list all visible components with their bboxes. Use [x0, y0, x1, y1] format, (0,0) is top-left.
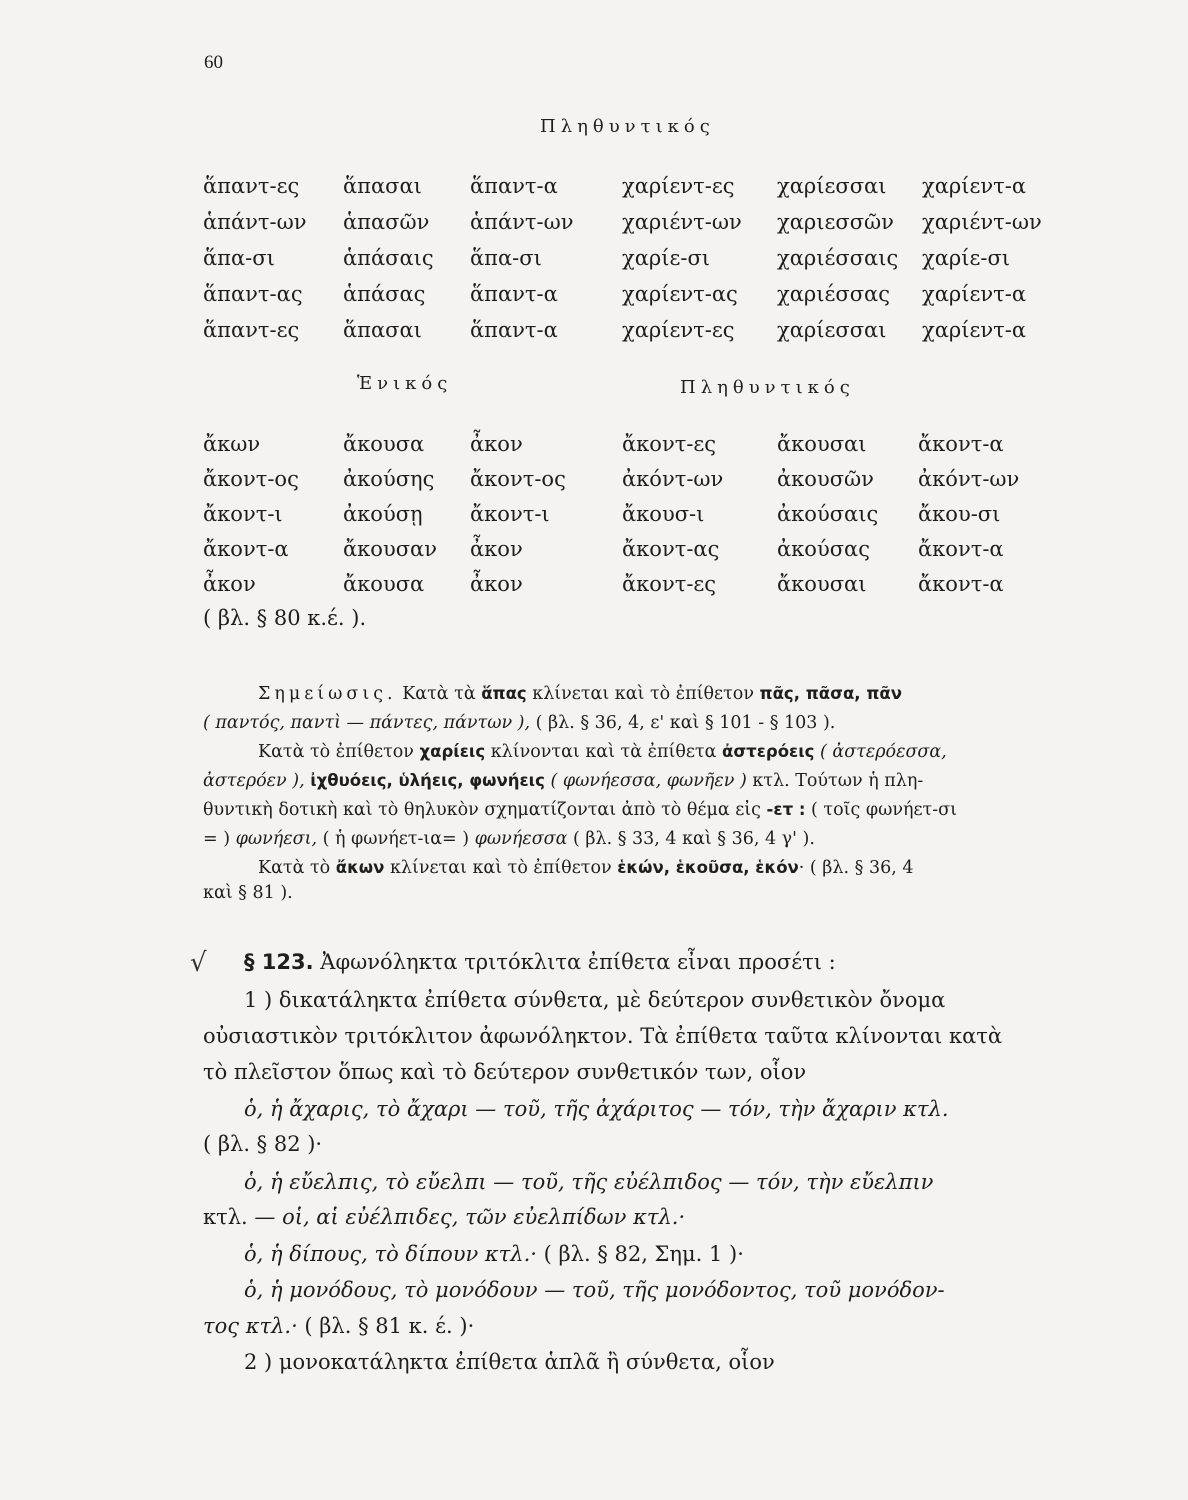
note-line-1: Σημείωσις. Κατὰ τὰ ἅπας κλίνεται καὶ τὸ ἐπίθετον πᾶς, πᾶσα, πᾶν	[258, 684, 902, 704]
table1-cell: χαρίεντ-ες	[622, 318, 735, 342]
table2-cell: ἄκουσα	[343, 572, 425, 596]
note-line-8: καὶ § 81 ).	[203, 883, 293, 903]
table1-cell: ἅπαντ-ες	[203, 318, 300, 342]
table2-cell: ἄκοντ-ι	[470, 502, 550, 526]
table2-cell: ἆκον	[470, 537, 523, 561]
example-line-4b: τος κτλ.· ( βλ. § 81 κ. έ. )·	[203, 1314, 475, 1338]
note-line-5: θυντικὴ δοτικὴ καὶ τὸ θηλυκὸν σχηματίζονται ἀπὸ τὸ θέμα εἰς -ετ : ( τοῖς φωνήετ-σι	[203, 800, 957, 820]
table1-cell: χαριέσσαις	[777, 246, 899, 270]
table1-cell: ἅπαντ-α	[470, 282, 558, 306]
table2-cell: ἀκούσης	[343, 467, 435, 491]
section-line-3: τὸ πλεῖστον ὅπως καὶ τὸ δεύτερον συνθετικόν των, οἷον	[203, 1060, 807, 1084]
table1-cell: ἅπα-σι	[470, 246, 542, 270]
table2-cell: ἄκοντ-α	[918, 537, 1004, 561]
table2-cell: ἄκοντ-ας	[622, 537, 720, 561]
example-line-1: ὁ, ἡ ἄχαρις, τὸ ἄχαρι — τοῦ, τῆς ἀχάριτος — τόν, τὴν ἄχαριν κτλ.	[244, 1097, 949, 1121]
table2-cell: ἀκόντ-ων	[622, 467, 724, 491]
note-line-3: Κατὰ τὸ ἐπίθετον χαρίεις κλίνονται καὶ τὰ ἐπίθετα ἀστερόεις ( ἀστερόεσσα,	[258, 742, 947, 762]
table1-cell: χαριεσσῶν	[777, 210, 894, 234]
table1-cell: ἁπασῶν	[343, 210, 430, 234]
example-line-1b: ( βλ. § 82 )·	[203, 1132, 323, 1156]
section-line-final: 2 ) μονοκατάληκτα ἐπίθετα ἁπλᾶ ἢ σύνθετα, οἷον	[244, 1350, 775, 1374]
table1-cell: χαριέντ-ων	[622, 210, 742, 234]
table2-cell: ἄκων	[203, 432, 261, 456]
note-line-2: ( παντός, παντὶ — πάντες, πάντων ), ( βλ. § 36, 4, ε' καὶ § 101 - § 103 ).	[203, 713, 836, 733]
heading-plural-2: Πληθυντικός	[680, 377, 855, 398]
example-line-2: ὁ, ἡ εὔελπις, τὸ εὔελπι — τοῦ, τῆς εὐέλπιδος — τόν, τὴν εὔελπιν	[244, 1170, 934, 1194]
table2-cell: ἀκόντ-ων	[918, 467, 1020, 491]
table1-cell: ἅπασαι	[343, 174, 422, 198]
table1-cell: ἅπα-σι	[203, 246, 275, 270]
table2-cell: ἄκοντ-ι	[203, 502, 283, 526]
section-line-1: 1 ) δικατάληκτα ἐπίθετα σύνθετα, μὲ δεύτερον συνθετικὸν ὄνομα	[244, 988, 946, 1012]
table2-cell: ἄκοντ-ος	[470, 467, 566, 491]
note-line-4: ἀστερόεν ), ἰχθυόεις, ὑλήεις, φωνήεις ( φωνήεσσα, φωνῆεν ) κτλ. Τούτων ἡ πλη-	[203, 771, 924, 791]
table1-cell: ἁπάσας	[343, 282, 426, 306]
table1-cell: χαρίε-σι	[922, 246, 1011, 270]
note-label: Σημείωσις.	[258, 684, 397, 704]
note-line-7: Κατὰ τὸ ἄκων κλίνεται καὶ τὸ ἐπίθετον ἑκών, ἑκοῦσα, ἑκόν· ( βλ. § 36, 4	[258, 858, 914, 878]
table1-cell: ἅπαντ-ες	[203, 174, 300, 198]
table1-cell: χαρίεντ-ας	[622, 282, 738, 306]
table2-cell: ἀκούσαις	[777, 502, 879, 526]
table1-cell: ἅπασαι	[343, 318, 422, 342]
table2-cell: ἆκον	[470, 432, 523, 456]
table2-cell: ἄκοντ-α	[918, 572, 1004, 596]
table1-cell: ἁπάσαις	[343, 246, 434, 270]
check-mark-icon: √	[190, 948, 207, 978]
table1-cell: χαρίεσσαι	[777, 174, 887, 198]
table2-cell: ἀκουσῶν	[777, 467, 874, 491]
reference-note: ( βλ. § 80 κ.έ. ).	[203, 606, 367, 630]
table1-cell: χαριέσσας	[777, 282, 890, 306]
table1-cell: ἅπαντ-α	[470, 318, 558, 342]
table1-cell: χαριέντ-ων	[922, 210, 1042, 234]
table2-cell: ἄκουσα	[343, 432, 425, 456]
table2-cell: ἆκον	[470, 572, 523, 596]
table2-cell: ἄκουσαι	[777, 572, 867, 596]
heading-plural-1: Πληθυντικός	[540, 116, 715, 137]
example-line-2b: κτλ. — οἱ, αἱ εὐέλπιδες, τῶν εὐελπίδων κτλ.·	[203, 1205, 686, 1229]
table1-cell: ἅπαντ-α	[470, 174, 558, 198]
section-line-2: οὐσιαστικὸν τριτόκλιτον ἀφωνόληκτον. Τὰ ἐπίθετα ταῦτα κλίνονται κατὰ	[203, 1024, 1003, 1048]
table2-cell: ἄκουσ-ι	[622, 502, 705, 526]
table2-cell: ἄκουσαν	[343, 537, 437, 561]
table2-cell: ἆκον	[203, 572, 256, 596]
table1-cell: χαρίεντ-α	[922, 282, 1027, 306]
table2-cell: ἀκούσας	[777, 537, 870, 561]
table1-cell: ἁπάντ-ων	[470, 210, 574, 234]
table2-cell: ἄκοντ-α	[918, 432, 1004, 456]
table1-cell: χαρίεντ-α	[922, 174, 1027, 198]
example-line-3: ὁ, ἡ δίπους, τὸ δίπουν κτλ.· ( βλ. § 82, Σημ. 1 )·	[244, 1242, 744, 1266]
table2-cell: ἄκου-σι	[918, 502, 1001, 526]
section-123-heading: § 123. Ἀφωνόληκτα τριτόκλιτα ἐπίθετα εἶναι προσέτι :	[244, 950, 836, 974]
heading-singular: Ἑνικός	[357, 373, 453, 394]
table1-cell: χαρίεντ-ες	[622, 174, 735, 198]
table2-cell: ἄκοντ-ες	[622, 432, 717, 456]
table2-cell: ἄκοντ-α	[203, 537, 289, 561]
table1-cell: ἁπάντ-ων	[203, 210, 307, 234]
example-line-4: ὁ, ἡ μονόδους, τὸ μονόδουν — τοῦ, τῆς μονόδοντος, τοῦ μονόδον-	[244, 1278, 945, 1302]
table1-cell: ἅπαντ-ας	[203, 282, 303, 306]
table1-cell: χαρίεσσαι	[777, 318, 887, 342]
table1-cell: χαρίεντ-α	[922, 318, 1027, 342]
table1-cell: χαρίε-σι	[622, 246, 711, 270]
note-line-6: = ) φωνήεσι, ( ἡ φωνήετ-ια= ) φωνήεσσα ( βλ. § 33, 4 καὶ § 36, 4 γ' ).	[203, 829, 815, 849]
table2-cell: ἄκουσαι	[777, 432, 867, 456]
page-number: 60	[204, 52, 223, 73]
table2-cell: ἄκοντ-ες	[622, 572, 717, 596]
table2-cell: ἀκούσῃ	[343, 502, 423, 526]
table2-cell: ἄκοντ-ος	[203, 467, 299, 491]
